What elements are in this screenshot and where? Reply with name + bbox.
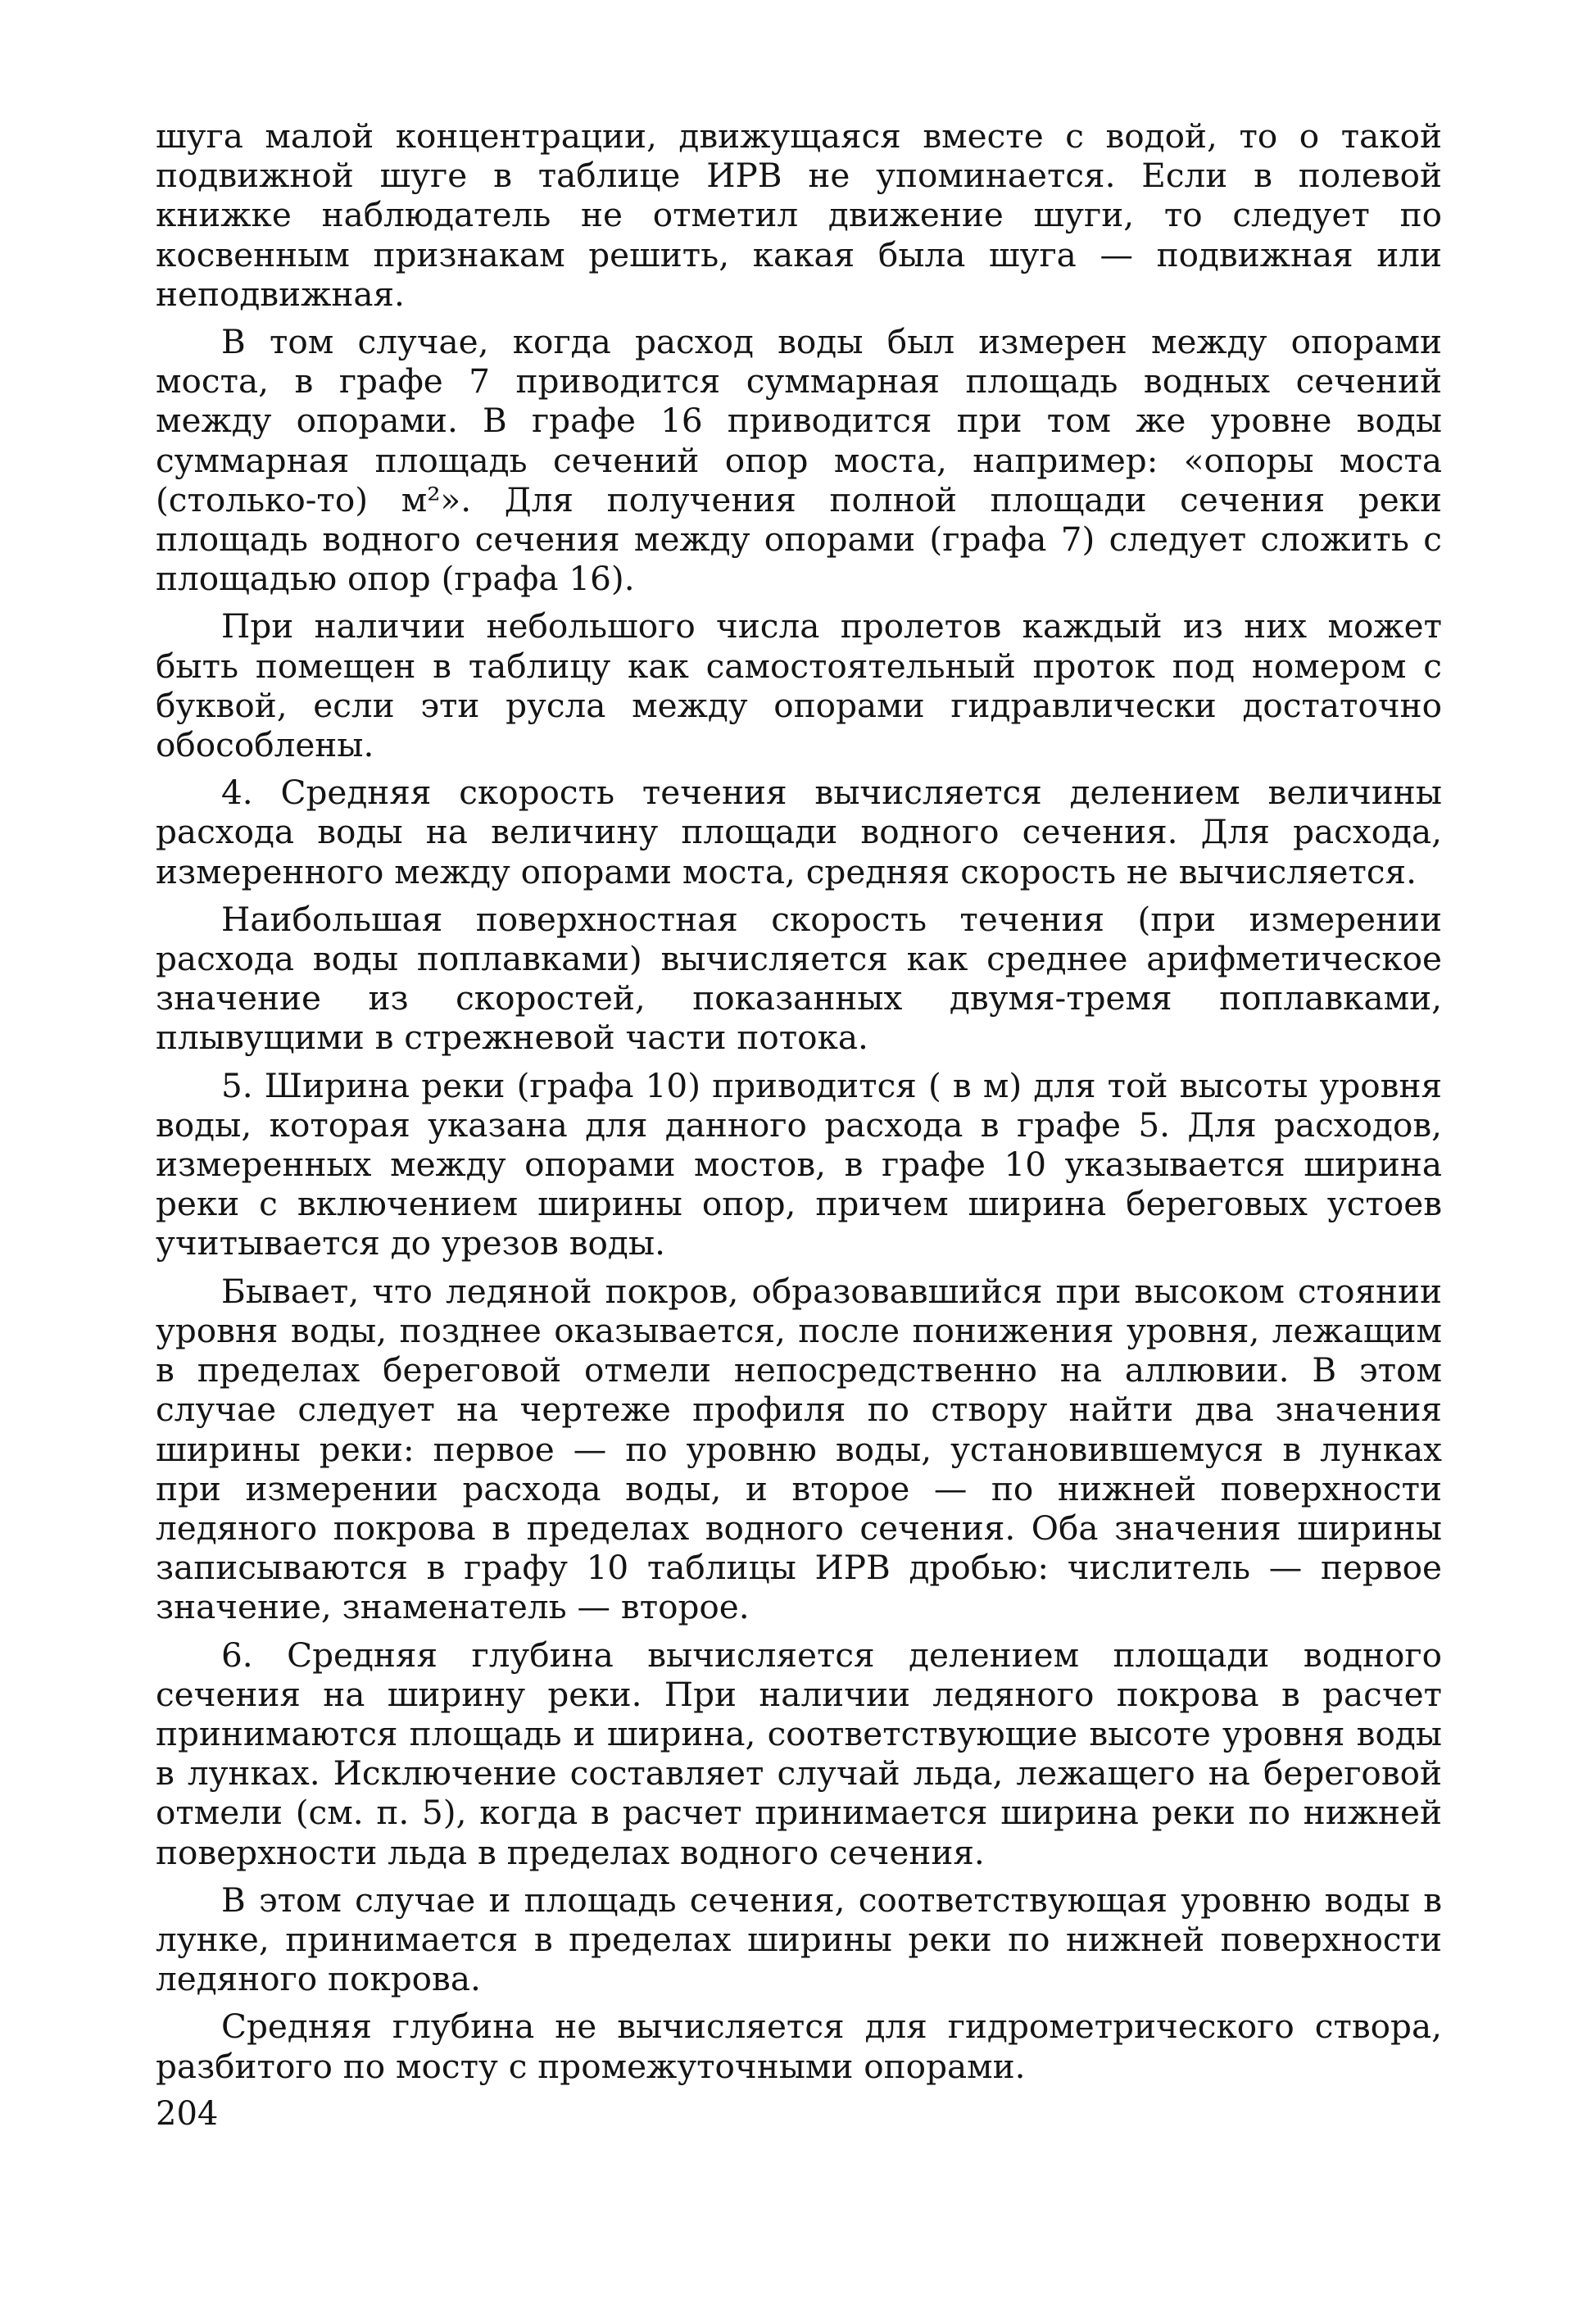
page-number: 204 [156,2095,219,2133]
paragraph-4: 4. Средняя скорость течения вычисляется делением величины расхода воды на величину площади водного сечения. Для расхода, измеренного между опорами моста, средняя скорость не вычисляется. [156,773,1442,891]
paragraph-5: Наибольшая поверхностная скорость течения (при измерении расхода воды поплавками) вычисляется как среднее арифметическое значение из скоростей, показанных двумя-тремя поплавками, плывущими в стрежневой части потока. [156,899,1442,1058]
paragraph-6: 5. Ширина реки (графа 10) приводится ( в м) для той высоты уровня воды, которая указана для данного расхода в графе 5. Для расходов, измеренных между опорами мостов, в графе 10 указывается ширина реки с включением ширины опор, причем ширина береговых устоев учитывается до урезов воды. [156,1065,1442,1263]
body-text [156,116,1442,2094]
paragraph-7: Бывает, что ледяной покров, образовавшийся при высоком стоянии уровня воды, позднее оказывается, после понижения уровня, лежащим в пределах береговой отмели непосредственно на аллювии. В этом случае следует на чертеже профиля по створу найти два значения ширины реки: первое — по уровню воды, установившемуся в лунках при измерении расхода воды, и второе — по нижней поверхности ледяного покрова в пределах водного сечения. Оба значения ширины записываются в графу 10 таблицы ИРВ дробью: числитель — первое значение, знаменатель — второе. [156,1271,1442,1627]
paragraph-8: 6. Средняя глубина вычисляется делением площади водного сечения на ширину реки. При наличии ледяного покрова в расчет принимаются площадь и ширина, соответствующие высоте уровня воды в лунках. Исключение составляет случай льда, лежащего на береговой отмели (см. п. 5), когда в расчет принимается ширина реки по нижней поверхности льда в пределах водного сечения. [156,1635,1442,1872]
paragraph-2: В том случае, когда расход воды был измерен между опорами моста, в графе 7 приводится суммарная площадь водных сечений между опорами. В графе 16 приводится при том же уровне воды суммарная площадь сечений опор моста, например: «опоры моста (столько-то) м²». Для получения полной площади сечения реки площадь водного сечения между опорами (графа 7) следует сложить с площадью опор (графа 16). [156,322,1442,599]
paragraph-10: Средняя глубина не вычисляется для гидрометрического створа, разбитого по мосту с промежуточными опорами. [156,2007,1442,2086]
paragraph-9: В этом случае и площадь сечения, соответствующая уровню воды в лунке, принимается в пределах ширины реки по нижней поверхности ледяного покрова. [156,1880,1442,1999]
paragraph-3: При наличии небольшого числа пролетов каждый из них может быть помещен в таблицу как самостоятельный проток под номером с буквой, если эти русла между опорами гидравлически достаточно обособлены. [156,606,1442,765]
paragraph-1: шуга малой концентрации, движущаяся вместе с водой, то о такой подвижной шуге в таблице ИРВ не упоминается. Если в полевой книжке наблюдатель не отметил движение шуги, то следует по косвенным признакам решить, какая была шуга — подвижная или неподвижная. [156,116,1442,314]
